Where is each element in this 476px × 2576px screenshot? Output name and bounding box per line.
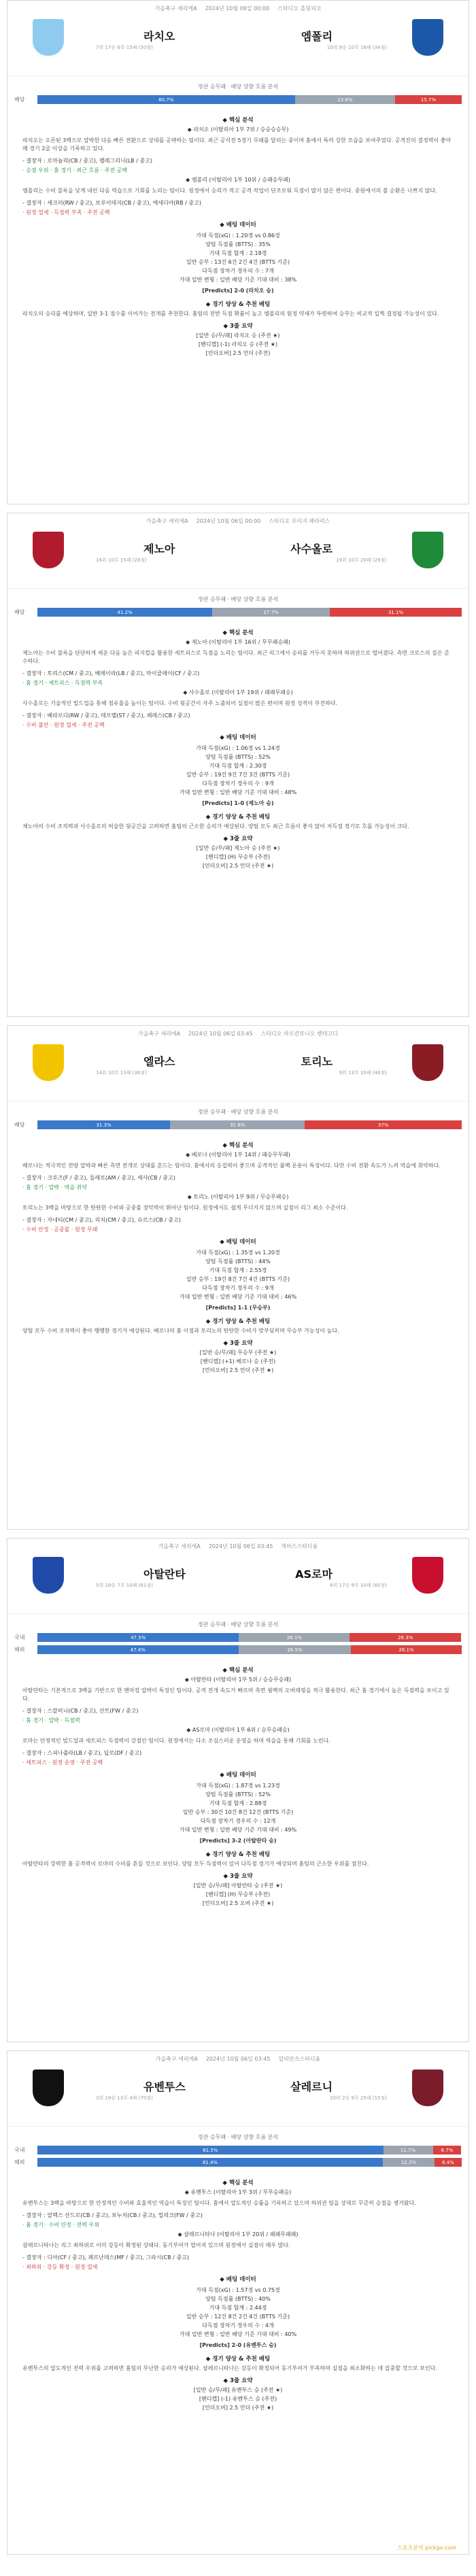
scenario-title: ◆ 경기 양상 & 추천 배팅 <box>205 2356 271 2363</box>
odds-bars <box>7 1101 469 1130</box>
meta-item: 2024년 10월 06일 00:00 <box>205 5 270 12</box>
odds-pill: 정관 승무패 · 배당 상향 흐름 분석 <box>197 84 279 90</box>
picks <box>22 2386 454 2412</box>
match-header <box>7 2051 469 2127</box>
home-team-name: 라치오 <box>143 30 175 43</box>
data-line: 다득점 장차기 경우의 수 : 7개 <box>202 268 274 274</box>
odds-pill: 정관 승무패 · 배당 상향 흐름 분석 <box>197 2134 279 2140</box>
meta-item: 가을축구 세리에A <box>155 2056 198 2062</box>
analysis-body <box>7 1657 469 1914</box>
analysis-title: ◆ 핵심 분석 <box>222 117 254 124</box>
odds-bar <box>37 608 462 617</box>
away-analysis: 토리노는 3백을 바탕으로 한 탄탄한 수비와 공중볼 장악력이 뛰어난 팀이다. 원정에서도 쉽게 무너지지 않으며 실점이 리그 최소 수준이다. <box>22 1205 348 1211</box>
data-line: 가대 득점(xG) : 1.20경 vs 0.86경 <box>196 233 280 239</box>
odds-bars <box>7 1614 469 1655</box>
draw-odds-segment: 12.2% <box>383 2158 435 2167</box>
home-absentees: - 결장자 : 로마뇰리(CB / 중고), 펠레그리니(LB / 중고) <box>22 158 153 164</box>
salernitana-crest-icon <box>407 2067 448 2108</box>
away-absentees: - 결장자 : 세크러(RW / 중고), 보루이테지(CB / 중고), 에세디아(RB / 중고) <box>22 200 202 206</box>
home-absentees: - 결장자 : 알렉스 산드로(CB / 중고), 보누치(CB / 중고), 밀리크(FW / 중고) <box>22 2212 203 2218</box>
match-header <box>7 1539 469 1614</box>
atalanta-crest-icon <box>28 1555 69 1596</box>
prediction: [Predicts] 1-0 (제노아 승) <box>202 800 274 806</box>
data-line: 일반 승부 : 30건 10건 8건 12건 (BTTS 기준) <box>182 1809 294 1815</box>
data-line: 가대 득점(xG) : 1.87경 vs 1.23경 <box>196 1783 280 1789</box>
match-meta <box>7 1030 469 1037</box>
match-card <box>7 513 469 1017</box>
home-team-name: 유벤투스 <box>143 2080 186 2093</box>
prediction: [Predicts] 3-2 (아탈란타 승) <box>199 1838 277 1844</box>
data-line: 양팀 득점률 (BTTS) : 35% <box>205 241 271 247</box>
away-team-record: 20위 2승 9무 25패 (15점) <box>330 2095 387 2101</box>
home-absentees: - 결장자 : 토리스(CM / 중고), 베레이라(LB / 중고), 마이클레이(CF / 중고) <box>22 670 200 676</box>
odds-bar <box>37 1120 462 1129</box>
analysis-title: ◆ 핵심 분석 <box>222 1667 254 1674</box>
data-line: 다득점 장차기 경우의 수 : 9개 <box>202 1285 274 1291</box>
data-title: ◆ 배팅 데이터 <box>220 734 256 741</box>
away-absentees: - 결장자 : 자네티(CM / 중고), 리치(CM / 중고), 슈르스(CB / 중고) <box>22 1217 181 1223</box>
data-line: 다득점 장차기 경우의 수 : 4개 <box>202 2322 274 2329</box>
odds-row <box>14 1632 462 1643</box>
data-line: 기대 득점 합계 : 2.55경 <box>209 1267 267 1273</box>
picks-title: ◆ 3줄 요약 <box>223 836 253 842</box>
home-odds-segment: 81.5% <box>37 2146 384 2154</box>
home-odds-segment: 81.4% <box>37 2158 383 2167</box>
home-odds-segment: 47.4% <box>37 1645 239 1654</box>
draw-odds-segment: 11.7% <box>384 2146 433 2154</box>
home-factors: · 홈 경기 · 압박 · 역습 취약 <box>22 1184 87 1190</box>
home-analysis: 유벤투스는 3백을 바탕으로 한 안정적인 수비와 효율적인 역습이 특징인 팀이다. 홈에서 압도적인 승률을 기록하고 있으며 하위권 팀을 상대로 꾸준히 승점을 챙겨왔다. <box>22 2200 416 2206</box>
odds-row <box>14 607 462 617</box>
odds-pill: 정관 승무패 · 배당 상향 흐름 분석 <box>197 1621 279 1628</box>
betting-data <box>22 744 454 797</box>
scenario-summary: 라치오의 승리를 예상하며, 일반 3-1 점수를 이어가는 전개를 추천한다. 홈팀의 전반 득점 확률이 높고 엠폴리의 원정 약세가 뚜렷하여 승부는 비교적 일찍 결정될 가능성이 있다. <box>22 311 439 317</box>
away-odds-segment: 31.1% <box>330 608 462 617</box>
scenario-summary: 유벤투스의 압도적인 전력 우위를 고려하면 홈팀의 무난한 승리가 예상된다. 살레르니타나는 강등이 확정되어 동기부여가 부족하며 실점을 최소화하는 데 집중할 것으로 보인다. <box>22 2365 437 2371</box>
away-team-record: 9위 13무 10패 (46점) <box>339 1070 387 1076</box>
home-analysis: 제노아는 수비 블록을 단단하게 세운 다음 높은 피지컬을 활용한 세트피스로 득점을 노리는 팀이다. 최근 리그에서 승리를 거두지 못하며 하위권으로 떨어졌다. 측면 크로스의 질은 준수하다. <box>22 650 449 664</box>
home-odds-segment: 31.3% <box>37 1120 170 1129</box>
data-line: 다득점 장차기 경우의 수 : 12개 <box>200 1818 276 1824</box>
picks <box>22 844 454 870</box>
draw-odds-segment: 26.5% <box>239 1645 351 1654</box>
meta-item: 2024년 10월 06일 03:45 <box>208 1543 273 1549</box>
data-title: ◆ 배팅 데이터 <box>220 1772 256 1779</box>
prediction: [Predicts] 2-0 (유벤투스 승) <box>199 2342 277 2348</box>
scenario-title: ◆ 경기 양상 & 추천 배팅 <box>205 1318 271 1325</box>
data-line: 일반 승부 : 19건 9건 7건 3건 (BTTS 기준) <box>186 772 290 778</box>
odds-bar <box>37 1633 462 1642</box>
genoa-crest-icon <box>28 530 69 570</box>
meta-item: 가을축구 세리에A <box>158 1543 201 1549</box>
home-team-record: 3위 19승 13무 4패 (70점) <box>96 2095 153 2101</box>
prediction: [Predicts] 2-0 (라치오 승) <box>202 288 274 294</box>
draw-odds-segment: 26.1% <box>239 1633 350 1642</box>
match-meta <box>7 5 469 12</box>
home-analysis: 아탈란타는 기본적으로 3백을 기반으로 한 맨마킹 압박이 특징인 팀이다. 공격 전개 속도가 빠르며 측면 윙백의 오버래핑을 적극 활용한다. 최근 홈 경기에서 높은 득점력을 보이고 있다. <box>22 1687 449 1702</box>
pick-line: [일반 승/무/패] 아탈란타 승 (주전 ★) <box>193 1883 283 1889</box>
data-line: 기대 득점 합계 : 2.44경 <box>209 2305 267 2311</box>
away-subtitle: ◆ 사수올로 (이탈리아 1부 19위 / 패패무패승) <box>183 689 293 695</box>
away-team-name: AS로마 <box>295 1568 333 1581</box>
odds-label: 국내 <box>14 2147 25 2153</box>
odds-label: 배당 <box>14 609 25 615</box>
analysis-title: ◆ 핵심 분석 <box>222 1142 254 1149</box>
away-subtitle: ◆ AS로마 (이탈리아 1부 6위 / 승무승패승) <box>186 1727 290 1733</box>
analysis-title: ◆ 핵심 분석 <box>222 2180 254 2186</box>
scenario-summary: 제노아의 수비 조직력과 사수올로의 허술한 뒷공간을 고려하면 홈팀의 근소한 승리가 예상된다. 양팀 모두 최근 흐름이 좋지 않아 저득점 경기로 흐를 가능성이 크다. <box>22 823 409 829</box>
scenario-title: ◆ 경기 양상 & 추천 배팅 <box>205 814 271 821</box>
meta-item: 스타디오 루이지 페라리스 <box>269 518 330 524</box>
data-line: 가대 득점(xG) : 1.06경 vs 1.24경 <box>196 745 280 751</box>
odds-label: 해외 <box>14 2159 25 2165</box>
analysis-body <box>7 2169 469 2418</box>
match-card <box>7 1025 469 1530</box>
home-subtitle: ◆ 아탈란타 (이탈리아 1부 5위 / 승승무승패) <box>184 1677 292 1683</box>
away-absentees: - 결장자 : 베라르디(RW / 중고), 데프렐(ST / 중고), 페레스(CB / 중고) <box>22 712 190 719</box>
picks <box>22 1882 454 1908</box>
meta-item: 가을축구 세리에A <box>138 1031 181 1037</box>
pick-line: [핸디캡] (-1) 유벤투스 승 (주전) <box>199 2396 277 2402</box>
odds-bars <box>7 589 469 617</box>
home-factors: · 홈 경기 · 세트피스 · 득점력 부족 <box>22 680 103 686</box>
data-line: 양팀 득점률 (BTTS) : 52% <box>205 1791 271 1798</box>
analysis-body <box>7 107 469 364</box>
betting-data <box>22 232 454 284</box>
meta-item: 알리안츠스타디움 <box>278 2056 321 2062</box>
roma-crest-icon <box>407 1555 448 1596</box>
sassuolo-crest-icon <box>407 530 448 570</box>
home-team-record: 5위 18승 7무 10패 (61점) <box>96 1583 153 1588</box>
data-title: ◆ 배팅 데이터 <box>220 222 256 228</box>
match-header <box>7 513 469 589</box>
odds-bar <box>37 2158 462 2167</box>
away-shield <box>412 1044 443 1081</box>
odds-row <box>14 1120 462 1130</box>
data-line: 일반 승부 : 19건 8건 7건 4건 (BTTS 기준) <box>186 1276 290 1282</box>
odds-row <box>14 2157 462 2167</box>
meta-item: 2024년 10월 06일 03:45 <box>188 1031 253 1037</box>
meta-item: 스타디오 올림피코 <box>277 5 322 12</box>
data-line: 가대 일반 변형 : 일반 배당 기준 기대 대비 : 49% <box>179 1827 297 1833</box>
betting-data <box>22 1782 454 1834</box>
data-line: 일반 승부 : 12건 8건 2건 4건 (BTTS 기준) <box>186 2314 290 2320</box>
scenario-title: ◆ 경기 양상 & 추천 배팅 <box>205 1851 271 1858</box>
pick-line: [일반 승/무/패] 라치오 승 (주전 ★) <box>196 332 280 339</box>
data-line: 기대 득점 합계 : 2.18경 <box>209 250 267 256</box>
juventus-crest-icon <box>28 2067 69 2108</box>
data-line: 기대 득점 합계 : 2.30경 <box>209 763 267 769</box>
match-card <box>7 0 469 504</box>
scenario-summary: 양팀 모두 수비 조직력이 좋아 팽팽한 경기가 예상된다. 베로나의 홈 이점과 토리노의 탄탄한 수비가 맞부딪히며 무승부 가능성이 높다. <box>22 1328 339 1334</box>
home-odds-segment: 41.2% <box>37 608 212 617</box>
site-watermark: 스포츠분석 pickgo.com <box>397 2545 456 2551</box>
away-analysis: 살레르니타나는 리그 최하위로 이미 강등이 확정된 상태다. 동기부여가 떨어져 있으며 원정에서 실점이 매우 많다. <box>22 2242 290 2248</box>
pick-line: [언더오버] 2.5 언더 (주전 ★) <box>202 1367 274 1373</box>
away-team-name: 엠폴리 <box>301 30 333 43</box>
home-odds-segment: 60.7% <box>37 95 295 104</box>
away-odds-segment: 6.7% <box>433 2146 462 2154</box>
home-team-name: 제노아 <box>143 543 175 555</box>
away-subtitle: ◆ 엠폴리 (이탈리아 1부 10위 / 승패승무패) <box>186 177 290 183</box>
draw-odds-segment: 23.6% <box>295 95 395 104</box>
analysis-title: ◆ 핵심 분석 <box>222 630 254 636</box>
prediction: [Predicts] 1-1 (무승부) <box>205 1305 271 1311</box>
home-absentees: - 결장자 : 크루즈(F / 중고), 둘레로(AM / 중고), 세사(CB / 중고) <box>22 1175 175 1181</box>
odds-label: 해외 <box>14 1647 25 1653</box>
data-line: 양팀 득점률 (BTTS) : 44% <box>205 1258 271 1265</box>
home-factors: · 승점 우위 · 홈 경기 · 최근 흐름 · 주전 공백 <box>22 167 128 173</box>
meta-item: 가을축구 세리에A <box>146 518 188 524</box>
match-meta <box>7 2055 469 2063</box>
odds-row <box>14 1645 462 1655</box>
match-header <box>7 1026 469 1101</box>
away-odds-segment: 37% <box>305 1120 462 1129</box>
data-line: 양팀 득점률 (BTTS) : 40% <box>205 2296 271 2302</box>
pick-line: [언더오버] 2.5 언더 (주전 ★) <box>202 2405 274 2411</box>
odds-bar <box>37 1645 462 1654</box>
pick-line: [언더오버] 2.5 오버 (주전 ★) <box>202 1900 274 1906</box>
away-team-record: 19위 10무 20패 (29점) <box>336 557 387 563</box>
betting-data <box>22 2286 454 2339</box>
draw-odds-segment: 27.7% <box>212 608 330 617</box>
pick-line: [일반 승/무/패] 유벤투스 승 (주전 ★) <box>193 2387 283 2393</box>
meta-item: 2024년 10월 06일 03:45 <box>205 2056 271 2062</box>
data-title: ◆ 배팅 데이터 <box>220 1239 256 1246</box>
away-odds-segment: 15.7% <box>395 95 462 104</box>
odds-bars <box>7 2127 469 2167</box>
home-subtitle: ◆ 베로나 (이탈리아 1부 14위 / 패승무무패) <box>186 1152 290 1158</box>
away-team-record: 10위 8승 10무 18패 (34점) <box>326 45 387 50</box>
pick-line: [언더오버] 2.5 언더 (주전 ★) <box>202 863 274 869</box>
match-card <box>7 2050 469 2555</box>
picks <box>22 1349 454 1375</box>
home-shield <box>33 1557 64 1594</box>
torino-crest-icon <box>407 1042 448 1083</box>
meta-item: 스타디오 마르칸토니오 벤테고디 <box>260 1031 338 1037</box>
home-shield <box>33 19 64 56</box>
data-line: 가대 득점(xG) : 1.57경 vs 0.75경 <box>196 2287 280 2293</box>
home-factors: · 홈 경기 · 압박 · 득점력 <box>22 1717 80 1723</box>
scenario-title: ◆ 경기 양상 & 추천 배팅 <box>205 301 271 308</box>
home-analysis: 라치오는 오픈된 3백으로 압박한 다음 빠른 전환으로 상대를 공략하는 팀이다. 최근 공식전 5경기 무패를 달리는 중이며 홈에서 특히 강한 모습을 보여주었다. 공격진의 결정력이 좋아 매 경기 2골 이상을 기록하고 있다. <box>22 137 452 152</box>
odds-label: 배당 <box>14 97 25 103</box>
odds-pill: 정관 승무패 · 배당 상향 흐름 분석 <box>197 1109 279 1115</box>
home-factors: · 홈 경기 · 수비 안정 · 전력 우위 <box>22 2222 99 2228</box>
odds-label: 배당 <box>14 1122 25 1128</box>
home-team-record: 14위 10무 13패 (36점) <box>96 1070 147 1076</box>
picks-title: ◆ 3줄 요약 <box>223 1873 253 1880</box>
home-shield <box>33 1044 64 1081</box>
picks <box>22 332 454 358</box>
meta-item: 가을축구 세리에A <box>154 5 197 12</box>
eagle-crest-icon <box>28 17 69 58</box>
data-line: 양팀 득점률 (BTTS) : 52% <box>205 754 271 760</box>
meta-item: 게비스스타디움 <box>281 1543 318 1549</box>
home-shield <box>33 532 64 568</box>
picks-title: ◆ 3줄 요약 <box>223 323 253 330</box>
away-subtitle: ◆ 토리노 (이탈리아 1부 9위 / 무승무패승) <box>187 1194 289 1200</box>
pick-line: [일반 승/무/패] 무승부 (주전 ★) <box>199 1350 277 1356</box>
pick-line: [핸디캡] (H) 무승부 (주전) <box>205 1891 271 1897</box>
away-shield <box>412 2070 443 2106</box>
picks-title: ◆ 3줄 요약 <box>223 2377 253 2384</box>
data-line: 다득점 장차기 경우의 수 : 9개 <box>202 780 274 787</box>
home-analysis: 베로나는 적극적인 전방 압박과 빠른 측면 전개로 상대를 흔드는 팀이다. 홈에서의 응집력이 좋으며 공격적인 풀백 운용이 특징이다. 다만 수비 전환 속도가 느려 역습에 취약하다. <box>22 1163 441 1169</box>
odds-row <box>14 95 462 105</box>
picks-title: ◆ 3줄 요약 <box>223 1340 253 1347</box>
home-team-name: 엘라스 <box>143 1055 175 1068</box>
analysis-body <box>7 1132 469 1381</box>
home-team-record: 16위 10무 15패 (28점) <box>96 557 147 563</box>
odds-pill: 정관 승무패 · 배당 상향 흐름 분석 <box>197 596 279 602</box>
odds-bars <box>7 76 469 105</box>
pick-line: [일반 승/무/패] 제노아 승 (주전 ★) <box>196 845 280 851</box>
home-team-record: 7위 17승 6무 15패 (50점) <box>96 45 153 50</box>
odds-row <box>14 2145 462 2155</box>
verona-crest-icon <box>28 1042 69 1083</box>
data-line: 기대 득점 합계 : 2.88경 <box>209 1800 267 1806</box>
home-absentees: - 결장자 : 스칼비니(CB / 중고), 산트(FW / 중고) <box>22 1708 139 1714</box>
empoli-crest-icon <box>407 17 448 58</box>
away-odds-segment: 26.1% <box>351 1645 462 1654</box>
match-meta <box>7 517 469 525</box>
home-odds-segment: 47.5% <box>37 1633 239 1642</box>
scenario-summary: 아탈란타의 강력한 홈 공격력이 로마의 수비를 흔들 것으로 보인다. 양팀 모두 득점력이 있어 다득점 경기가 예상되며 홈팀의 근소한 우위를 점친다. <box>22 1861 369 1867</box>
betting-data <box>22 1249 454 1301</box>
pick-line: [핸디캡] (+1) 베로나 승 (주전) <box>200 1358 276 1364</box>
meta-item: 2024년 10월 06일 00:00 <box>196 518 261 524</box>
odds-bar <box>37 2146 462 2154</box>
away-shield <box>412 1557 443 1594</box>
away-absentees: - 결장자 : 디아(CF / 중고), 페르난데스(MF / 중고), 그라시(CB / 중고) <box>22 2254 190 2261</box>
data-line: 일반 승부 : 13건 6건 2건 4건 (BTTS 기준) <box>186 259 290 265</box>
away-team-record: 6위 17승 9무 10패 (60점) <box>330 1583 387 1588</box>
away-odds-segment: 26.3% <box>350 1633 461 1642</box>
match-meta <box>7 1543 469 1550</box>
away-shield <box>412 532 443 568</box>
away-factors: · 최하위 · 강등 확정 · 원정 열세 <box>22 2264 98 2270</box>
data-line: 가대 득점(xG) : 1.35경 vs 1.20경 <box>196 1250 280 1256</box>
away-factors: · 수비 안정 · 공중볼 · 원정 무패 <box>22 1226 98 1233</box>
away-analysis: 사수올로는 기술적인 빌드업을 통해 점유율을 높이는 팀이다. 수비 뒷공간이 자주 노출되어 실점이 많은 편이며 원정 성적이 부진하다. <box>22 700 338 706</box>
pick-line: [핸디캡] (H) 무승부 (주전) <box>205 854 271 860</box>
away-absentees: - 결장자 : 스피나촐라(LB / 중고), 딥로(DF / 중고) <box>22 1750 142 1756</box>
away-team-name: 토리노 <box>301 1055 333 1068</box>
data-line: 가대 일반 변형 : 일반 배당 기준 기대 대비 : 48% <box>179 789 297 795</box>
pick-line: [핸디캡] (-1) 라치오 승 (주전 ★) <box>198 341 278 347</box>
data-line: 가대 일반 변형 : 일반 배당 기준 기대 대비 : 38% <box>179 277 297 283</box>
analysis-body <box>7 619 469 876</box>
away-odds-segment: 6.4% <box>435 2158 462 2167</box>
data-line: 가대 일반 변형 : 일반 배당 기준 기대 대비 : 46% <box>179 1294 297 1300</box>
match-header <box>7 1 469 76</box>
pick-line: [언더오버] 2.5 언더 (주전) <box>205 350 271 356</box>
away-team-name: 살레르니 <box>290 2080 333 2093</box>
away-factors: · 수비 불안 · 원정 열세 · 주전 공백 <box>22 722 105 728</box>
away-analysis: 로마는 안정적인 빌드업과 세트피스 득점력이 강점인 팀이다. 원정에서는 다소 조심스러운 운영을 하며 역습을 통해 기회를 노린다. <box>22 1738 330 1744</box>
home-subtitle: ◆ 라치오 (이탈리아 1부 7위 / 승승승승무) <box>187 126 289 133</box>
away-shield <box>412 19 443 56</box>
odds-label: 국내 <box>14 1634 25 1641</box>
away-subtitle: ◆ 살레르니타나 (이탈리아 1부 20위 / 패패무패패) <box>177 2231 299 2237</box>
away-factors: · 세트피스 · 원정 운영 · 주전 공백 <box>22 1759 103 1766</box>
away-team-name: 사수올로 <box>290 543 333 555</box>
match-card <box>7 1538 469 2042</box>
home-subtitle: ◆ 유벤투스 (이탈리아 1부 3위 / 무무승패승) <box>184 2189 292 2195</box>
home-subtitle: ◆ 제노아 (이탈리아 1부 16위 / 무무패승패) <box>186 639 290 645</box>
data-line: 가대 일반 변형 : 일반 배당 기준 기대 대비 : 40% <box>179 2331 297 2337</box>
home-team-name: 아탈란타 <box>143 1568 186 1581</box>
away-factors: · 원정 열세 · 득점력 부족 · 주전 공백 <box>22 209 110 216</box>
away-analysis: 엠폴리는 수비 블록을 낮게 내린 다음 역습으로 기회를 노리는 팀이다. 원정에서 승리가 적고 공격 작업이 단조로워 득점이 많지 않은 편이다. 중원에서의 볼 순환은 나쁘지 않다. <box>22 188 437 194</box>
draw-odds-segment: 31.8% <box>170 1120 305 1129</box>
odds-bar <box>37 95 462 104</box>
data-title: ◆ 배팅 데이터 <box>220 2276 256 2283</box>
home-shield <box>33 2070 64 2106</box>
